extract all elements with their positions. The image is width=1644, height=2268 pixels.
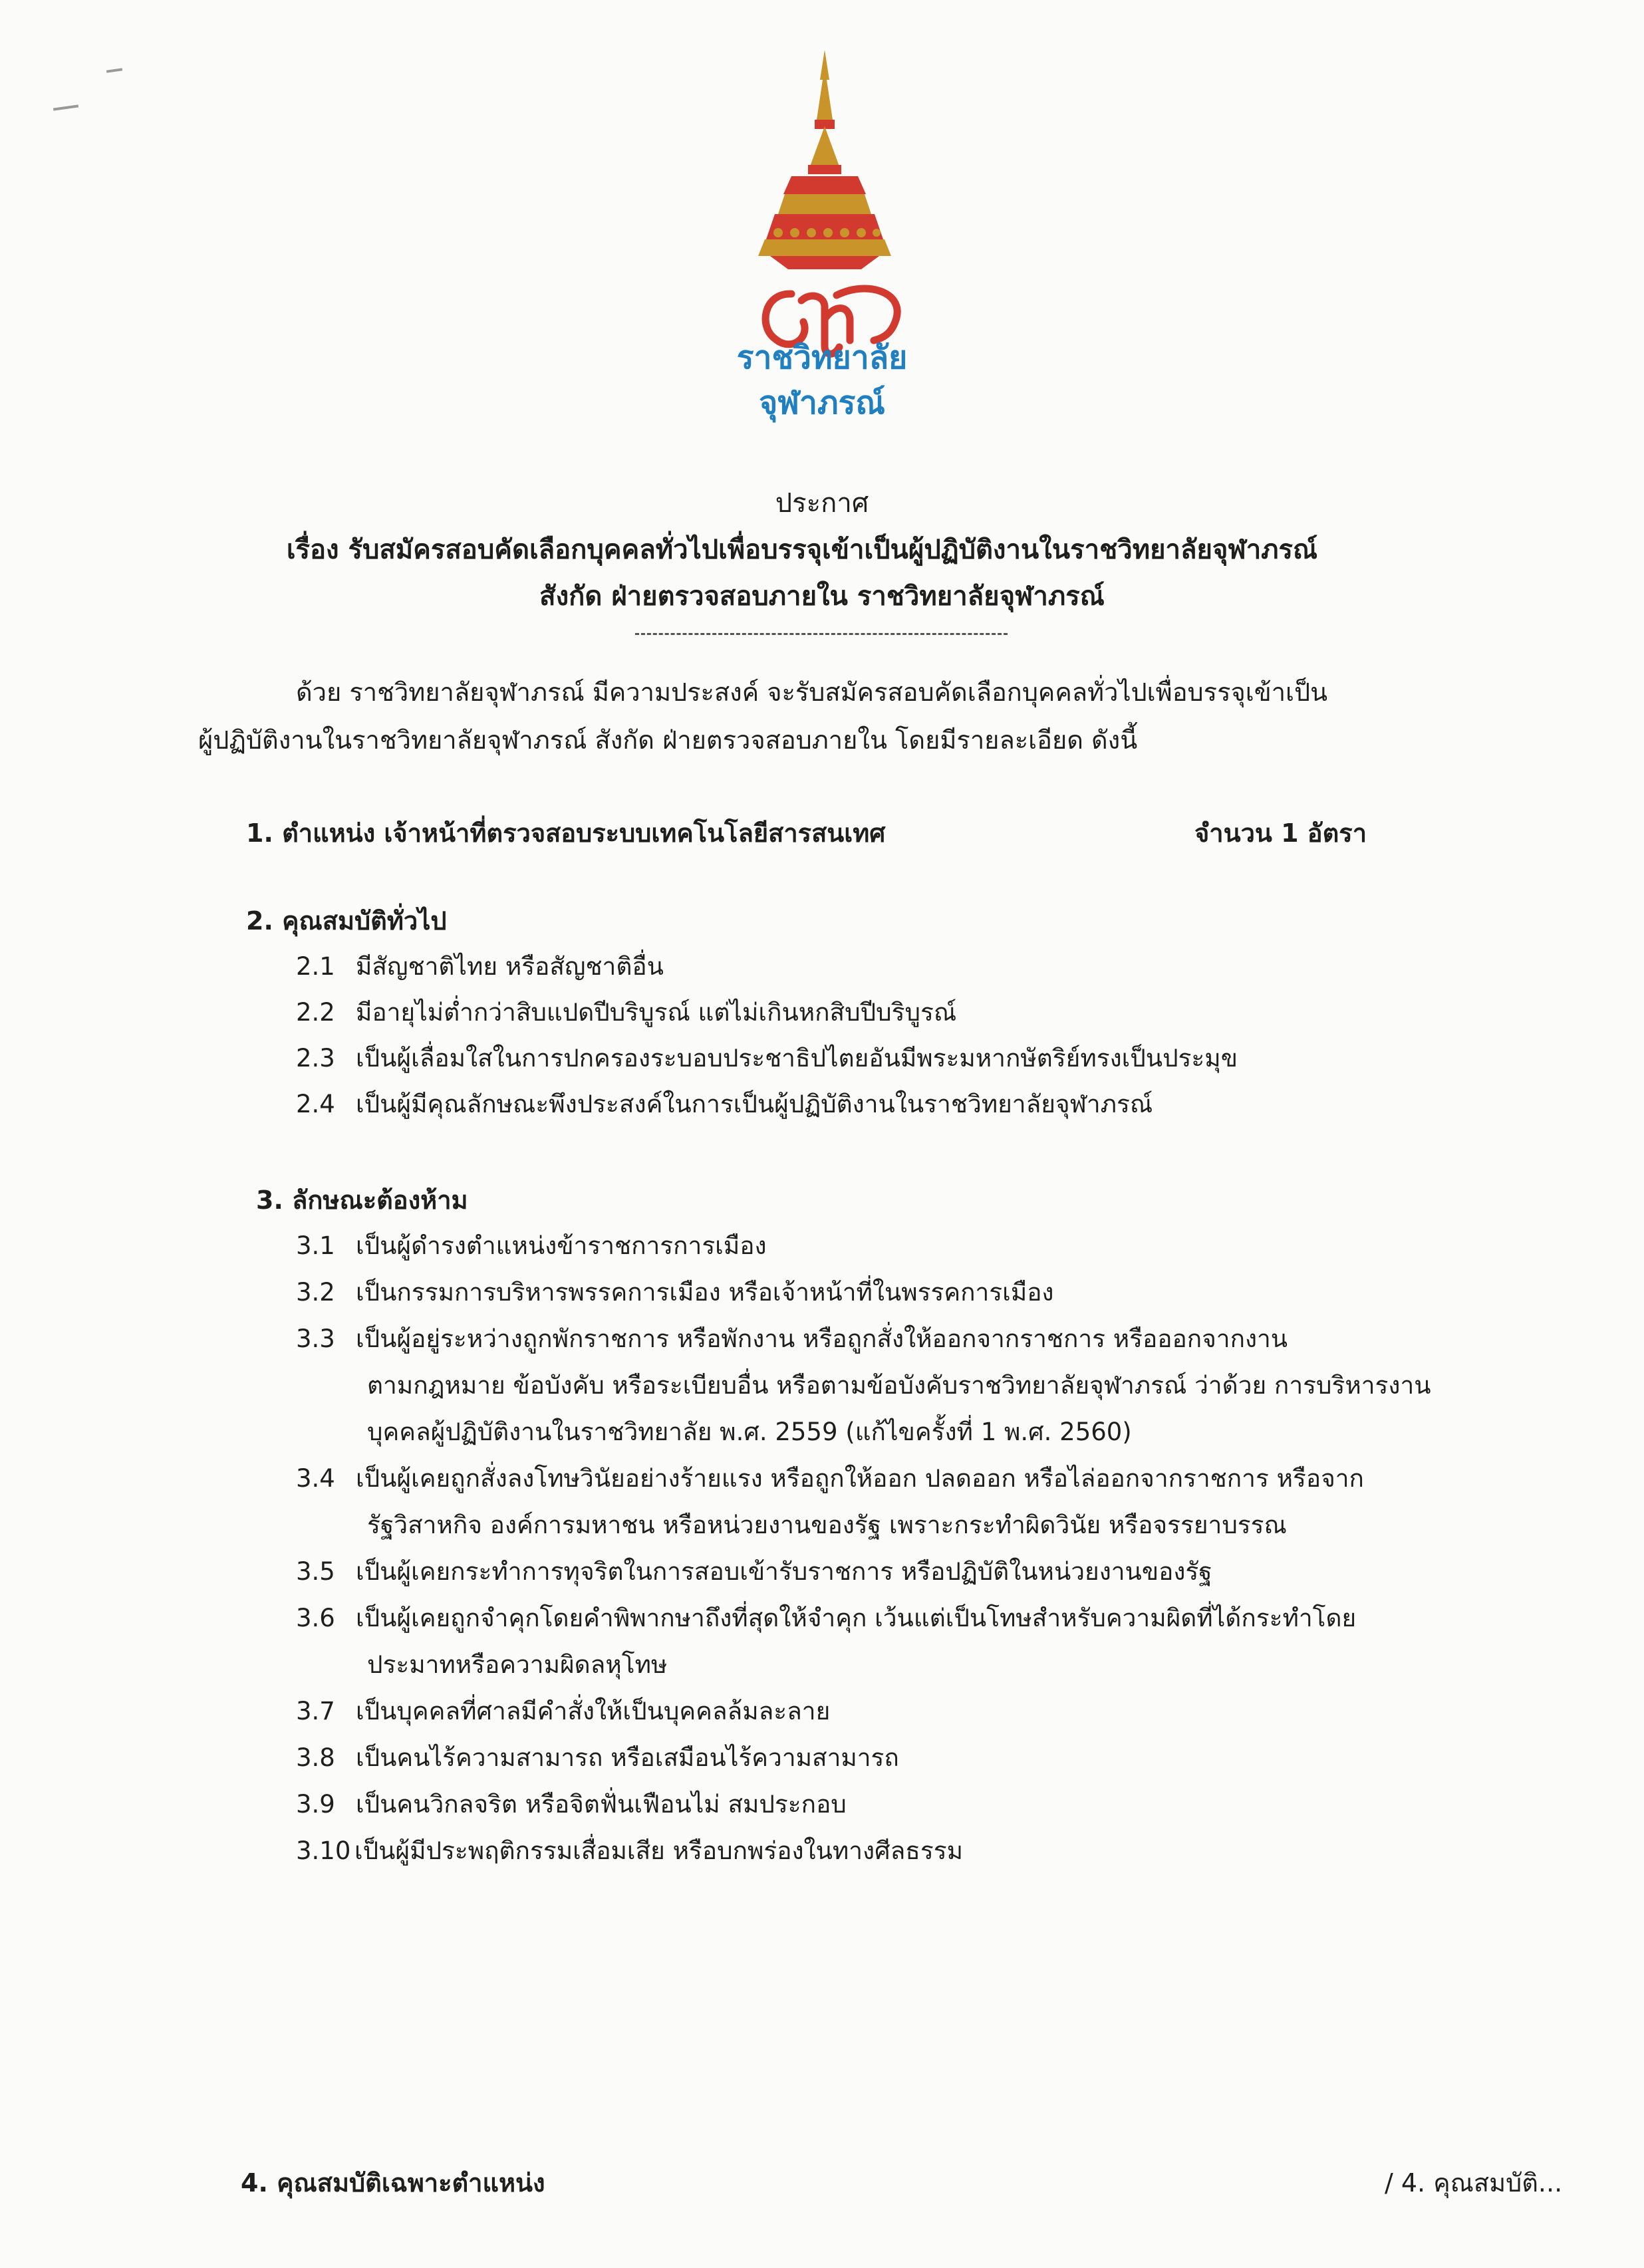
list-item — [296, 947, 664, 986]
item-text: เป็นผู้ดำรงตำแหน่งข้าราชการการเมือง — [356, 1231, 767, 1260]
intro-line2: ผู้ปฏิบัติงานในราชวิทยาลัยจุฬาภรณ์ สังกัด ฝ่ายตรวจสอบภายใน โดยมีรายละเอียด ดังนี้ — [198, 725, 1138, 755]
list-item — [296, 1319, 1288, 1358]
item-text: เป็นผู้เคยถูกสั่งลงโทษวินัยอย่างร้ายแรง หรือถูกให้ออก ปลดออก หรือไล่ออกจากราชการ หรือจาก — [356, 1464, 1364, 1493]
college-name-line2: จุฬาภรณ์ — [759, 384, 885, 422]
list-item — [296, 1831, 963, 1870]
section2-heading: 2. คุณสมบัติทั่วไป — [246, 906, 447, 936]
list-item — [296, 1459, 1364, 1498]
item-text: เป็นผู้เคยกระทำการทุจริตในการสอบเข้ารับราชการ หรือปฏิบัติในหน่วยงานของรัฐ — [356, 1557, 1212, 1586]
item-number: 2.3 — [296, 1044, 335, 1072]
subject-line1: เรื่อง รับสมัครสอบคัดเลือกบุคคลทั่วไปเพื่อบรรจุเข้าเป็นผู้ปฏิบัติงานในราชวิทยาลัยจุฬาภรณ์ — [286, 535, 1318, 565]
item-continuation: ตามกฎหมาย ข้อบังคับ หรือระเบียบอื่น หรือตามข้อบังคับราชวิทยาลัยจุฬาภรณ์ ว่าด้วย การบริหารงาน — [367, 1371, 1431, 1400]
list-item — [296, 993, 956, 1032]
list-item — [296, 1738, 899, 1777]
announcement-title: ประกาศ — [775, 488, 869, 519]
position-title: 1. ตำแหน่ง เจ้าหน้าที่ตรวจสอบระบบเทคโนโลยีสารสนเทศ — [246, 819, 886, 848]
continued-marker: / 4. คุณสมบัติ... — [1385, 2168, 1563, 2198]
item-text: มีสัญชาติไทย หรือสัญชาติอื่น — [356, 952, 664, 981]
item-number: 3.9 — [296, 1790, 335, 1819]
item-text: เป็นบุคคลที่ศาลมีคำสั่งให้เป็นบุคคลล้มละลาย — [356, 1697, 831, 1725]
item-text: มีอายุไม่ต่ำกว่าสิบแปดปีบริบูรณ์ แต่ไม่เกินหกสิบปีบริบูรณ์ — [356, 998, 957, 1027]
list-item — [296, 1785, 847, 1824]
list-item — [296, 1039, 1238, 1078]
item-continuation: ประมาทหรือความผิดลหุโทษ — [367, 1650, 668, 1679]
item-text: เป็นผู้เลื่อมใสในการปกครองระบอบประชาธิปไตยอันมีพระมหากษัตริย์ทรงเป็นประมุข — [356, 1044, 1238, 1072]
list-item — [296, 1552, 1212, 1591]
list-item — [296, 1598, 1356, 1638]
item-text: เป็นผู้เคยถูกจำคุกโดยคำพิพากษาถึงที่สุดให้จำคุก เว้นแต่เป็นโทษสำหรับความผิดที่ได้กระทำโดย — [356, 1604, 1357, 1632]
list-item — [296, 1226, 767, 1265]
item-continuation: รัฐวิสาหกิจ องค์การมหาชน หรือหน่วยงานของรัฐ เพราะกระทำผิดวินัย หรือจรรยาบรรณ — [367, 1511, 1287, 1539]
item-text: เป็นคนวิกลจริต หรือจิตฟั่นเฟือนไม่ สมประกอบ — [356, 1790, 847, 1819]
item-text: เป็นคนไร้ความสามารถ หรือเสมือนไร้ความสามารถ — [356, 1743, 899, 1772]
item-text: เป็นผู้มีประพฤติกรรมเสื่อมเสีย หรือบกพร่องในทางศีลธรรม — [354, 1836, 963, 1865]
item-number: 3.5 — [296, 1557, 335, 1586]
list-item — [296, 1084, 1153, 1124]
list-item — [296, 1692, 830, 1731]
college-name-line1: ราชวิทยาลัย — [736, 339, 908, 376]
item-number: 3.3 — [296, 1324, 335, 1353]
item-number: 2.1 — [296, 952, 335, 981]
item-number: 3.4 — [296, 1464, 335, 1493]
list-item — [296, 1273, 1054, 1312]
item-number: 3.10 — [296, 1836, 351, 1865]
item-number: 2.4 — [296, 1090, 335, 1118]
item-text: เป็นกรรมการบริหารพรรคการเมือง หรือเจ้าหน้าที่ในพรรคการเมือง — [356, 1278, 1054, 1307]
section3-heading: 3. ลักษณะต้องห้าม — [256, 1186, 468, 1215]
separator-line — [635, 633, 1008, 635]
item-number: 3.1 — [296, 1231, 335, 1260]
position-count: จำนวน 1 อัตรา — [1194, 819, 1367, 848]
item-number: 2.2 — [296, 998, 335, 1027]
item-text: เป็นผู้อยู่ระหว่างถูกพักราชการ หรือพักงาน หรือถูกสั่งให้ออกจากราชการ หรือออกจากงาน — [356, 1324, 1288, 1353]
item-continuation: บุคคลผู้ปฏิบัติงานในราชวิทยาลัย พ.ศ. 2559 (แก้ไขครั้งที่ 1 พ.ศ. 2560) — [367, 1418, 1132, 1446]
next-section-label: 4. คุณสมบัติเฉพาะตำแหน่ง — [241, 2168, 545, 2198]
subject-line2: สังกัด ฝ่ายตรวจสอบภายใน ราชวิทยาลัยจุฬาภรณ์ — [539, 581, 1105, 612]
item-number: 3.7 — [296, 1697, 335, 1725]
item-text: เป็นผู้มีคุณลักษณะพึงประสงค์ในการเป็นผู้ปฏิบัติงานในราชวิทยาลัยจุฬาภรณ์ — [356, 1090, 1153, 1118]
intro-line1: ด้วย ราชวิทยาลัยจุฬาภรณ์ มีความประสงค์ จะรับสมัครสอบคัดเลือกบุคคลทั่วไปเพื่อบรรจุเข้าเป็น — [296, 678, 1328, 707]
item-number: 3.2 — [296, 1278, 335, 1307]
item-number: 3.6 — [296, 1604, 335, 1632]
scan-mark — [106, 68, 122, 72]
scan-mark — [53, 104, 78, 110]
item-number: 3.8 — [296, 1743, 335, 1772]
